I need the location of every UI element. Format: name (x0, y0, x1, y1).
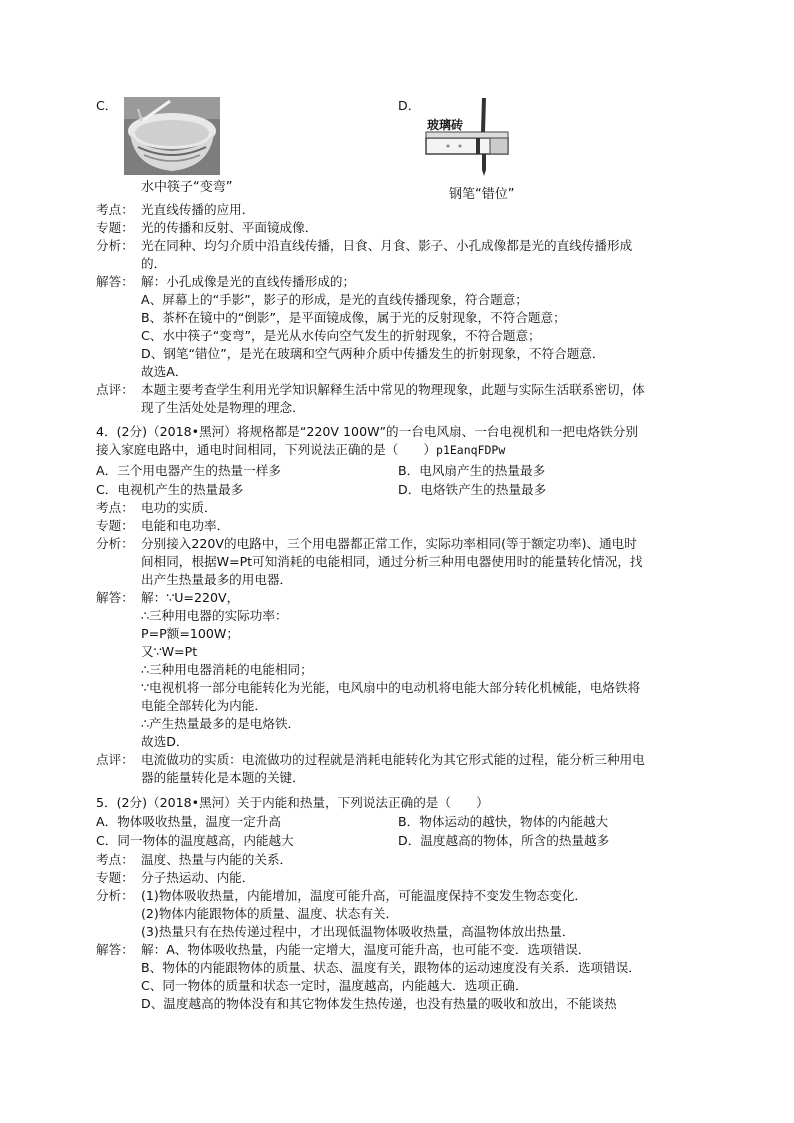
q5-option-c: C．同一物体的温度越高，内能越大 (96, 833, 294, 848)
analysis-line: 专题： 分子热运动、内能． (96, 870, 255, 885)
q5-analysis (96, 851, 641, 1013)
bowl-illustration (124, 97, 220, 175)
analysis-line: D、温度越高的物体没有和其它物体发生热传递，也没有热量的吸收和放出，不能谈热 (141, 996, 617, 1011)
analysis-line: 器的能量转化是本题的关键． (141, 770, 305, 785)
analysis-line: 分析： 光在同种、均匀介质中沿直线传播，日食、月食、影子、小孔成像都是光的直线传播形成 (96, 238, 633, 253)
analysis-line: C、同一物体的质量和状态一定时，温度越高，内能越大．选项正确． (141, 978, 528, 993)
analysis-line: 间相同，根据W=Pt可知消耗的电能相同，通过分析三种用电器使用时的能量转化情况，找 (141, 554, 643, 569)
analysis-line: D、钢笔“错位”，是光在玻璃和空气两种介质中传播发生的折射现象，不符合题意． (141, 346, 605, 361)
glass-prism-illustration (420, 96, 520, 176)
q5-option-d: D．温度越高的物体，所含的热量越多 (398, 833, 610, 848)
analysis-line: 现了生活处处是物理的理念． (141, 400, 305, 415)
analysis-line: B、茶杯在镜中的“倒影”，是平面镜成像，属于光的反射现象，不符合题意； (141, 310, 566, 325)
option-d-caption: 钢笔“错位” (449, 187, 515, 202)
analysis-line: 分析： 分别接入220V的电路中，三个用电器都正常工作，实际功率相同(等于额定功率)、通电时 (96, 536, 637, 551)
analysis-line: 考点： 温度、热量与内能的关系． (96, 852, 293, 867)
q4-stem (96, 423, 638, 459)
q3-analysis (96, 201, 645, 417)
option-c-caption: 水中筷子“变弯” (141, 180, 233, 195)
analysis-line: (2)物体内能跟物体的质量、温度、状态有关． (141, 906, 399, 921)
analysis-line: 分析： (1)物体吸收热量，内能增加，温度可能升高，可能温度保持不变发生物态变化． (96, 888, 588, 903)
analysis-line: 考点： 电功的实质． (96, 500, 217, 515)
analysis-line: ∴产生热量最多的是电烙铁． (141, 716, 301, 731)
analysis-line: A、屏幕上的“手影”，影子的形成，是光的直线传播现象，符合题意； (141, 292, 528, 307)
analysis-line: ∴三种用电器消耗的电能相同； (141, 662, 313, 677)
analysis-line: C、水中筷子“变弯”，是光从水传向空气发生的折射现象，不符合题意； (141, 328, 541, 343)
analysis-line: 解答： 解：∵U=220V， (96, 590, 240, 605)
analysis-line: 解答： 解：A、物体吸收热量，内能一定增大，温度可能升高，也可能不变．选项错误． (96, 942, 591, 957)
option-d-label: D． (398, 98, 421, 113)
analysis-line: 解答： 解：小孔成像是光的直线传播形成的； (96, 274, 356, 289)
analysis-line: 考点： 光直线传播的应用． (96, 202, 255, 217)
analysis-line: 的． (141, 256, 167, 271)
analysis-line: 故选D． (141, 734, 189, 749)
analysis-line: P=P额=100W； (141, 626, 239, 641)
q4-stem-line-2: 接入家庭电路中，通电时间相同，下列说法正确的是（ ）p1EanqFDPw (96, 442, 506, 457)
q4-option-c: C．电视机产生的热量最多 (96, 482, 244, 497)
analysis-line: 点评： 电流做功的实质：电流做功的过程就是消耗电能转化为其它形式能的过程，能分析三种用电 (96, 752, 645, 767)
analysis-line: 故选A． (141, 364, 188, 379)
q4-analysis (96, 499, 645, 787)
watermark-code: p1EanqFDPw (436, 443, 506, 457)
q5-option-a: A．物体吸收热量，温度一定升高 (96, 814, 281, 829)
q4-option-a: A．三个用电器产生的热量一样多 (96, 463, 281, 478)
analysis-line: (3)热量只有在热传递过程中，才出现低温物体吸收热量，高温物体放出热量． (141, 924, 575, 939)
analysis-line: 专题： 电能和电功率． (96, 518, 230, 533)
analysis-line: 又∵W=Pt (141, 644, 198, 659)
bowl-chopstick-image (124, 97, 220, 175)
analysis-line: 专题： 光的传播和反射、平面镜成像． (96, 220, 318, 235)
glass-prism-pen-image (420, 96, 520, 176)
q4-stem-line-1: 4．(2分)（2018•黑河）将规格都是“220V 100W”的一台电风扇、一台电视机和一把电烙铁分别 (96, 424, 638, 439)
option-c-label: C． (96, 98, 118, 113)
q5-option-b: B．物体运动的越快，物体的内能越大 (398, 814, 609, 829)
q5-stem: 5．(2分)（2018•黑河）关于内能和热量，下列说法正确的是（ ） (96, 795, 489, 810)
analysis-line: 点评： 本题主要考查学生利用光学知识解释生活中常见的物理现象，此题与实际生活联系密切，体 (96, 382, 645, 397)
glass-brick-label: 玻璃砖 (427, 118, 464, 132)
analysis-line: 电能全部转化为内能． (141, 698, 267, 713)
analysis-line: ∴三种用电器的实际功率： (141, 608, 288, 623)
analysis-line: B、物体的内能跟物体的质量、状态、温度有关，跟物体的运动速度没有关系．选项错误． (141, 960, 641, 975)
analysis-line: 出产生热量最多的用电器． (141, 572, 293, 587)
q4-option-d: D．电烙铁产生的热量最多 (398, 482, 547, 497)
q4-option-b: B．电风扇产生的热量最多 (398, 463, 546, 478)
analysis-line: ∵电视机将一部分电能转化为光能，电风扇中的电动机将电能大部分转化机械能，电烙铁将 (141, 680, 641, 695)
